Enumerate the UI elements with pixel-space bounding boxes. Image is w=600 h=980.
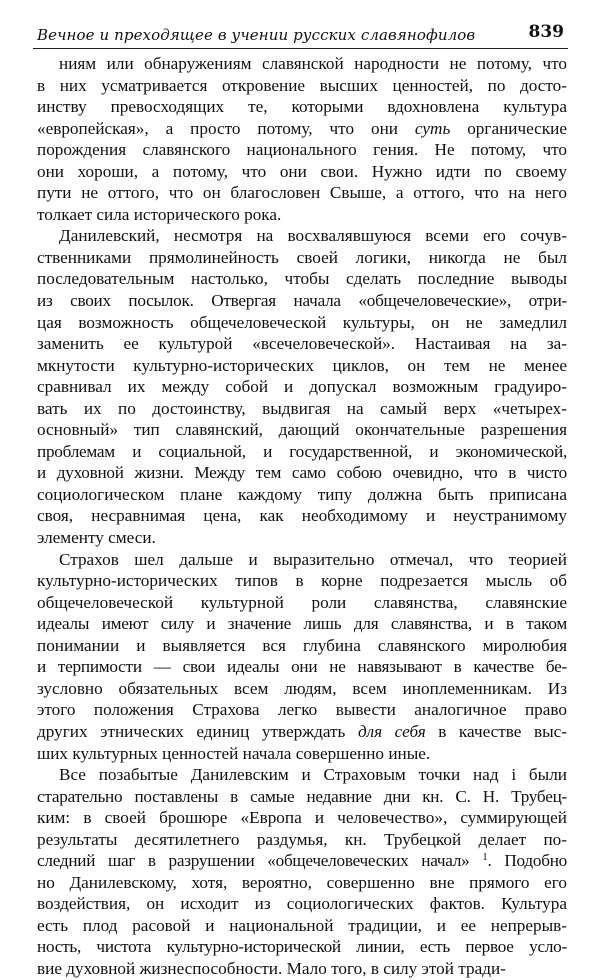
text-line: своя, несравнимая цена, как необходимому и неустранимому bbox=[37, 506, 567, 526]
text-line: старательно поставлены в самые недавние дни кн. С. Н. Трубец- bbox=[37, 786, 567, 806]
text-line: элементу смеси. bbox=[37, 528, 156, 548]
text-line: но Данилевскому, хотя, вероятно, совершенно вне прямого его bbox=[37, 872, 567, 892]
text-line: ким: в своей брошюре «Европа и человечество», суммирующей bbox=[37, 808, 567, 828]
text-line: «европейская», а просто потому, что они суть органические bbox=[37, 118, 567, 138]
text-line: следний шаг в разрушении «общечеловеческих начал» $^1$. Подобно bbox=[37, 851, 568, 871]
emphasis: суть bbox=[414, 118, 451, 138]
text-line: инству превосходящих те, которыми вдохновлена культура bbox=[37, 97, 567, 117]
text-line: других этнических единиц утверждать для себя в качестве выс- bbox=[37, 721, 568, 741]
text-line: они хороши, а потому, что они свои. Нужно идти по своему bbox=[37, 161, 567, 181]
text-line: и терпимости — свои идеалы они не навязывают в качестве бе- bbox=[37, 657, 567, 677]
paragraph bbox=[37, 549, 567, 764]
text-line: Все позабытые Данилевским и Страховым точки над i были bbox=[59, 765, 567, 785]
text-line: проблемам и социальной, и государственной, и экономической, bbox=[37, 441, 567, 461]
text-line: из своих посылок. Отвергая начала «общечеловеческие», отри- bbox=[37, 291, 567, 311]
text-line: результаты десятилетнего раздумья, кн. Трубецкой делает по- bbox=[37, 829, 567, 849]
text-line: зусловно обязательных всем людям, всем иноплеменникам. Из bbox=[37, 678, 567, 698]
paragraph bbox=[37, 764, 567, 979]
text-line: Данилевский, несмотря на восхвалявшуюся всеми его сочув- bbox=[59, 226, 567, 246]
text-line: культурно-исторических типов в корне подрезается мысль об bbox=[37, 571, 567, 591]
running-header bbox=[33, 20, 568, 48]
text-line: пути не оттого, что он благословен Свыше, а оттого, что на него bbox=[37, 183, 567, 203]
page-number: 839 bbox=[528, 22, 564, 42]
paragraph bbox=[37, 225, 567, 548]
text-line: вие духовной жизнеспособности. Мало того, в силу этой тради- bbox=[37, 958, 506, 978]
text-line: ших культурных ценностей начала совершенно иные. bbox=[37, 743, 431, 763]
text-line: воздействия, он исходит из социологических фактов. Культура bbox=[37, 894, 567, 914]
text-line: в них усматривается откровение высших ценностей, по досто- bbox=[37, 75, 567, 95]
text-line: социологическом плане каждому типу должна быть приписана bbox=[37, 484, 567, 504]
text-line: толкает сила исторического рока. bbox=[37, 204, 282, 224]
text-line: понимании и выявляется вся глубина славянского миролюбия bbox=[37, 635, 567, 655]
text-line: сравнивал их между собой и допускал возможным градуиро- bbox=[37, 377, 567, 397]
text-line: порождения славянского национального гения. Не потому, что bbox=[37, 140, 567, 160]
text-line: заменить ее культурой «всечеловеческой». Настаивая на за- bbox=[37, 334, 567, 354]
text-line: ниям или обнаружениям славянской народности не потому, что bbox=[59, 54, 567, 73]
text-line: идеалы имеют силу и значение лишь для славянства, и в таком bbox=[37, 614, 567, 634]
text-line: ность, чистота культурно-исторической линии, есть первое усло- bbox=[37, 937, 567, 957]
paragraph bbox=[37, 53, 567, 225]
footnote-marker: 1 bbox=[482, 851, 488, 864]
text-line: последовательным настолько, чтобы сделать последние выводы bbox=[37, 269, 567, 289]
text-line: вать их по достоинству, выдвигая на самый верх «четырех- bbox=[37, 398, 567, 418]
text-line: основный» тип славянский, дающий окончательные разрешения bbox=[37, 420, 567, 440]
text-line: общечеловеческой культурной роли славянства, славянские bbox=[37, 592, 567, 612]
text-line: мкнутости культурно-исторических циклов, он тем не менее bbox=[37, 355, 567, 375]
text-line: ственниками прямолинейность своей логики, никогда не был bbox=[37, 247, 567, 267]
text-line: цая возможность общечеловеческой культуры, он не замедлил bbox=[37, 312, 567, 332]
body-text bbox=[37, 53, 567, 980]
text-line: Страхов шел дальше и выразительно отмечал, что теорией bbox=[59, 549, 567, 569]
header-rule bbox=[33, 48, 568, 49]
running-title: Вечное и преходящее в учении русских славянофилов bbox=[37, 26, 476, 44]
text-line: этого положения Страхова легко вывести аналогичное право bbox=[37, 700, 567, 720]
text-line: есть плод расовой и национальной традиции, и ее непрерыв- bbox=[37, 915, 567, 935]
text-line: и духовной жизни. Между тем само собою очевидно, что в чисто bbox=[37, 463, 567, 483]
emphasis: для себя bbox=[357, 721, 426, 741]
